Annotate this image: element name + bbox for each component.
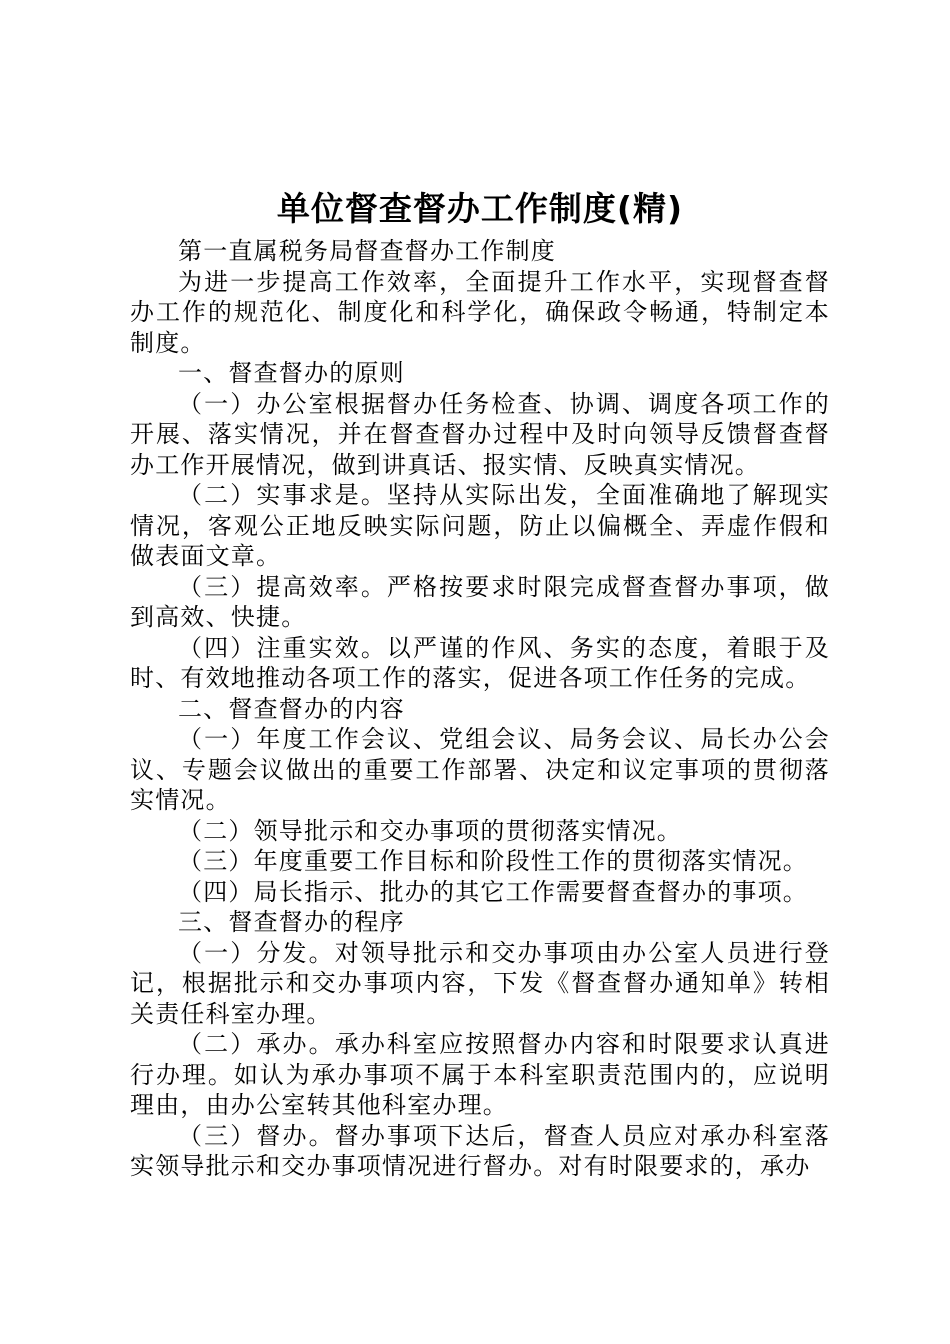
content-paragraph-2: （二）领导批示和交办事项的贯彻落实情况。	[178, 816, 682, 845]
intro-paragraph: 为进一步提高工作效率，全面提升工作水平，实现督查督办工作的规范化、制度化和科学化，确保政令畅通，特制定本制度。	[130, 267, 830, 357]
procedure-paragraph-2: （二）承办。承办科室应按照督办内容和时限要求认真进行办理。如认为承办事项不属于本科室职责范围内的，应说明理由，由办公室转其他科室办理。	[130, 1030, 830, 1119]
principle-paragraph-3: （三）提高效率。严格按要求时限完成督查督办事项，做到高效、快捷。	[130, 572, 830, 631]
document-page	[130, 186, 830, 1182]
section-heading-principles: 一、督查督办的原则	[178, 359, 405, 387]
section-heading-content: 二、督查督办的内容	[178, 694, 405, 723]
content-paragraph-3: （三）年度重要工作目标和阶段性工作的贯彻落实情况。	[178, 847, 808, 875]
subtitle-paragraph: 第一直属税务局督查督办工作制度	[178, 237, 556, 265]
principle-paragraph-2: （二）实事求是。坚持从实际出发，全面准确地了解现实情况，客观公正地反映实际问题，防止以偏概全、弄虚作假和做表面文章。	[130, 481, 830, 570]
procedure-paragraph-3: （三）督办。督办事项下达后，督查人员应对承办科室落实领导批示和交办事项情况进行督办。对有时限要求的，承办	[130, 1121, 830, 1180]
content-paragraph-1: （一）年度工作会议、党组会议、局务会议、局长办公会议、专题会议做出的重要工作部署、决定和议定事项的贯彻落实情况。	[130, 725, 830, 814]
document-title: 单位督查督办工作制度(精)	[276, 189, 684, 228]
procedure-paragraph-1: （一）分发。对领导批示和交办事项由办公室人员进行登记，根据批示和交办事项内容，下发《督查督办通知单》转相关责任科室办理。	[130, 938, 830, 1028]
section-heading-procedure: 三、督查督办的程序	[178, 908, 405, 936]
principle-paragraph-1: （一）办公室根据督办任务检查、协调、调度各项工作的开展、落实情况，并在督查督办过程中及时向领导反馈督查督办工作开展情况，做到讲真话、报实情、反映真实情况。	[130, 389, 830, 479]
content-paragraph-4: （四）局长指示、批办的其它工作需要督查督办的事项。	[178, 877, 808, 906]
principle-paragraph-4: （四）注重实效。以严谨的作风、务实的态度，着眼于及时、有效地推动各项工作的落实，促进各项工作任务的完成。	[130, 633, 830, 692]
